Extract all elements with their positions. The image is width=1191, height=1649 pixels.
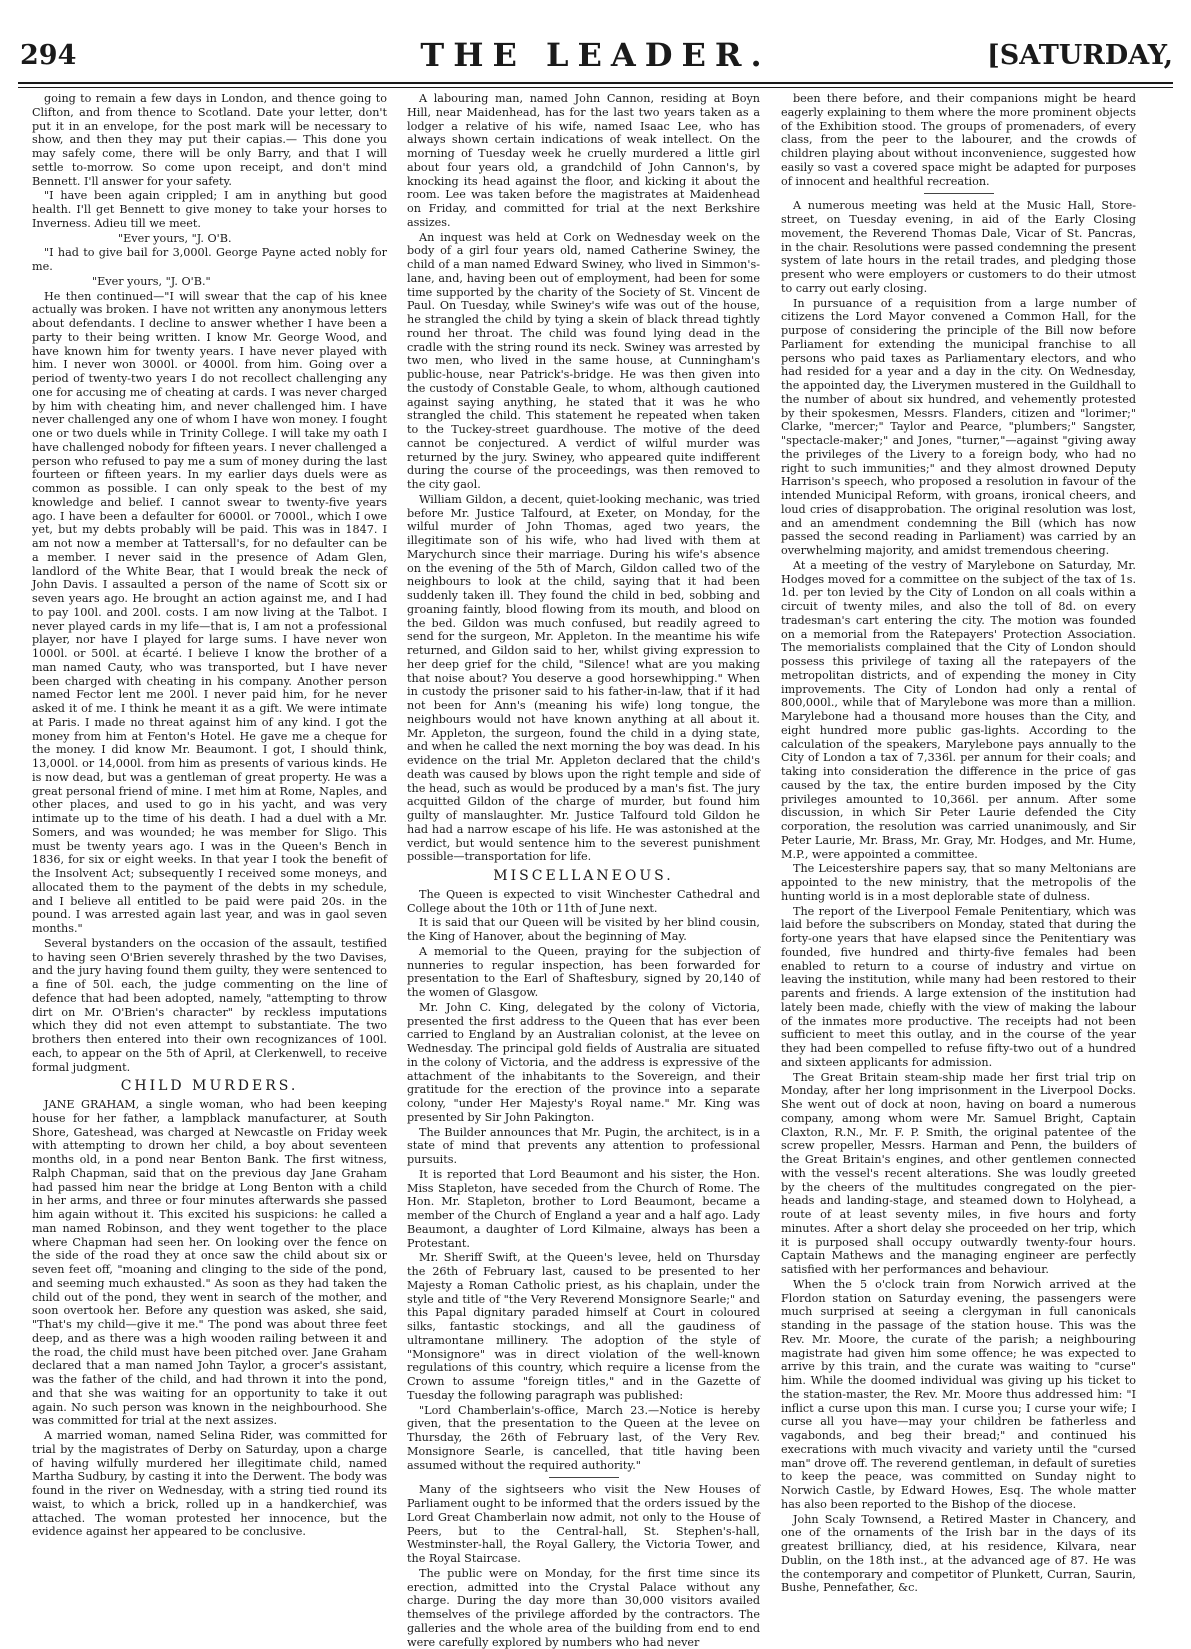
paragraph: When the 5 o'clock train from Norwich arrived at the Flordon station on Saturday evening, the passengers were much surprised at seeing a clergyman in full canonicals standing in the passage of the station house. This was the Rev. Mr. Moore, the curate of the parish; a neighbouring magistrate had given him some offence; he was expected to arrive by this train, and the curate was waiting to "curse" him. While the doomed individual was giving up his ticket to the station-master, the Rev. Mr. Moore thus addressed him: "I inflict a curse upon this man. I curse you; I curse your wife; I curse all you have—may your children be fatherless and vagabonds, and beg their bread;" and continued his execrations with much vivacity and variety until the "cursed man" drove off. The reverend gentleman, in default of sureties to keep the peace, was committed on Sunday night to Norwich Castle, by Edward Howes, Esq. The whole matter has also been reported to the Bishop of the diocese. (781, 1277, 1136, 1511)
paragraph: It is reported that Lord Beaumont and his sister, the Hon. Miss Stapleton, have seceded from the Church of Rome. The Hon. Mr. Stapleton, brother to Lord Beaumont, became a member of the Church of England a year and a half ago. Lady Beaumont, a daughter of Lord Kilmaine, always has been a Protestant. (407, 1167, 760, 1250)
paragraph: The report of the Liverpool Female Penitentiary, which was laid before the subscribers on Monday, stated that during the forty-one years that have elapsed since the Penitentiary was founded, five hundred and thirty-five females had been enabled to return to a course of industry and virtue on leaving the institution, while many had been restored to their parents and friends. A large extension of the institution had lately been made, chiefly with the view of making the labour of the inmates more productive. The receipts had not been sufficient to meet this outlay, and in the course of the year they had been compelled to refuse fifty-two out of a hundred and sixteen applicants for admission. (781, 904, 1136, 1069)
page-number: 294 (20, 40, 77, 71)
paragraph: The Queen is expected to visit Winchester Cathedral and College about the 10th or 11th of June next. (407, 887, 760, 915)
paragraph: A married woman, named Selina Rider, was committed for trial by the magistrates of Derby on Saturday, upon a charge of having wilfully murdered her illegitimate child, named Martha Sudbury, by casting it into the Derwent. The body was found in the river on Wednesday, with a string tied round its waist, to which a brick, rolled up in a handkerchief, was attached. The woman protested her innocence, but the evidence against her appeared to be conclusive. (32, 1429, 387, 1539)
letter-signature: "Ever yours, "J. O'B." (92, 274, 211, 288)
column-left (32, 92, 387, 1637)
paragraph: Several bystanders on the occasion of the assault, testified to having seen O'Brien severely thrashed by the two Davises, and the jury having found them guilty, they were sentenced to a fine of 50l. each, the judge commenting on the line of defence that had been adopted, namely, "attempting to throw dirt on Mr. O'Brien's character" by reckless imputations which they did not even attempt to substantiate. The two brothers then entered into their own recognizances of 100l. each, to appear on the 5th of April, at Clerkenwell, to receive formal judgment. (32, 936, 387, 1074)
masthead (18, 36, 1173, 76)
paragraph: Many of the sightseers who visit the New Houses of Parliament ought to be informed that the orders issued by the Lord Great Chamberlain now admit, not only to the House of Peers, but to the Central-hall, St. Stephen's-hall, Westminster-hall, the Royal Gallery, the Victoria Tower, and the Royal Staircase. (407, 1483, 760, 1565)
paragraph: JANE GRAHAM, a single woman, who had been keeping house for her father, a lampblack manufacturer, at South Shore, Gateshead, was charged at Newcastle on Friday week with attempting to drown her child, a boy about seventeen months old, in a pond near Benton Bank. The first witness, Ralph Chapman, said that on the previous day Jane Graham had passed him near the bridge at Long Benton with a child in her arms, and three or four minutes afterwards she passed him again without it. This excited his suspicions: he called a man named Robinson, and they went together to the place where Chapman had seen her. On looking over the fence on the side of the road they at once saw the child about six or seven feet off, "moaning and clinging to the side of the pond, and seeming much exhausted." As soon as they had taken the child out of the pond, they went in search of the mother, and soon overtook her. Before any question was asked, she said, "That's my child—give it me." The pond was about three feet deep, and as there was a high wooden railing between it and the road, the child must have been pitched over. Jane Graham declared that a man named John Taylor, a grocer's assistant, was the father of the child, and had thrown it into the pond, and that she was waiting for an opportunity to take it out again. No such person was known in the neighbourhood. She was committed for trial at the next assizes. (32, 1098, 387, 1428)
separator-rule (924, 193, 994, 194)
paragraph: He then continued—"I will swear that the cap of his knee actually was broken. I have not written any anonymous letters about defendants. I decline to answer whether I have been a party to their being written. I know Mr. George Wood, and have known him for twenty years. I have never played with him. I never won 3000l. or 4000l. from him. Going over a period of twenty-two years I do not recollect challenging any one for accusing me of cheating at cards. I was never charged by him with cheating him, and never challenged him. I have never challenged any one of whom I have won money. I fought one or two duels while in Trinity College. I will take my oath I have challenged nobody for fifteen years. I never challenged a person who refused to pay me a sum of money during the last fourteen or fifteen years. In my earlier days duels were as common as possible. I can only speak to the best of my knowledge and belief. I cannot swear to twenty-five years ago. I have been a defaulter for 6000l. or 7000l., which I owe yet, but my debts probably will be paid. This was in 1847. I am not now a member at Tattersall's, for no defaulter can be a member. I never said in the presence of Adam Glen, landlord of the White Bear, that I would break the neck of John Davis. I assaulted a person of the name of Scott six or seven years ago. He brought an action against me, and I had to pay 100l. and 200l. costs. I am now living at the Talbot. I never played cards in my life—that is, I am not a professional player, nor have I played for large sums. I have never won 1000l. or 500l. at écarté. I believe I know the brother of a man named Cauty, who was transported, but I have never been charged with cheating in his company. Another person named Fector lent me 200l. I never paid him, for he never asked it of me. I think he meant it as a gift. We were intimate at Paris. I made no threat against him of any kind. I got the money from him at Fenton's Hotel. He gave me a cheque for the money. I did know Mr. Beaumont. I got, I should think, 13,000l. or 14,000l. from him as presents of various kinds. He is now dead, but was a gentleman of great property. He was a great personal friend of mine. I met him at Rome, Naples, and other places, and used to go in his yacht, and was very intimate up to the time of his death. I had a duel with a Mr. Somers, and was wounded; he was member for Sligo. This must be twenty years ago. I was in the Queen's Bench in 1836, for six or eight weeks. In that year I took the benefit of the Insolvent Act; subsequently I received some moneys, and allocated them to the payment of the debts in my schedule, and I believe all entitled to be paid were paid 20s. in the pound. I was arrested again last year, and was in gaol seven months." (32, 289, 387, 935)
paragraph: "Lord Chamberlain's-office, March 23.—Notice is hereby given, that the presentation to the Queen at the levee on Thursday, the 26th of February last, of the Very Rev. Monsignore Searle, is cancelled, that title having been assumed without the required authority." (407, 1403, 760, 1472)
paragraph: At a meeting of the vestry of Marylebone on Saturday, Mr. Hodges moved for a committee on the subject of the tax of 1s. 1d. per ton levied by the City of London on all coals within a circuit of twenty miles, and also the toll of 8d. on every tradesman's cart entering the city. The motion was founded on a memorial from the Ratepayers' Protection Association. The memorialists complained that the City of London should possess this privilege of taxing all the ratepayers of the metropolitan districts, and of expending the money in City improvements. The City of London had only a rental of 800,000l., while that of Marylebone was more than a million. Marylebone had a thousand more houses than the City, and eight hundred more public gas-lights. According to the calculation of the speakers, Marylebone pays annually to the City of London a tax of 7,336l. per annum for their coals; and taking into consideration the difference in the price of gas caused by the tax, the entire burden imposed by the City privileges amounted to 10,366l. per annum. After some discussion, in which Sir Peter Laurie defended the City corporation, the resolution was carried unanimously, and Sir Peter Laurie, Mr. Brass, Mr. Gray, Mr. Hodges, and Mr. Hume, M.P., were appointed a committee. (781, 558, 1136, 861)
paragraph: Mr. Sheriff Swift, at the Queen's levee, held on Thursday the 26th of February last, caused to be presented to her Majesty a Roman Catholic priest, as his chaplain, under the style and title of "the Very Reverend Monsignore Searle;" and this Papal dignitary paraded himself at Court in coloured silks, fantastic stockings, and all the gaudiness of ultramontane millinery. The adoption of the style of "Monsignore" was in direct violation of the well-known regulations of this country, which require a license from the Crown to assume "foreign titles," and in the Gazette of Tuesday the following paragraph was published: (407, 1251, 760, 1402)
paragraph: going to remain a few days in London, and thence going to Clifton, and from thence to Scotland. Date your letter, don't put it in an envelope, for the post mark will be necessary to show, and then they may put their capias.— This done you may safely come, there will be only Barry, and that I will settle to-morrow. So come upon receipt, and don't mind Bennett. I'll answer for your safety. (32, 92, 387, 188)
paragraph: The Leicestershire papers say, that so many Meltonians are appointed to the new ministry, that the metropolis of the hunting world is in a most deplorable state of dulness. (781, 862, 1136, 903)
paragraph: A labouring man, named John Cannon, residing at Boyn Hill, near Maidenhead, has for the last two years taken as a lodger a relative of his wife, named Isaac Lee, who has always shown certain indications of weak intellect. On the morning of Tuesday week he cruelly murdered a little girl about four years old, a grandchild of John Cannon's, by knocking its head against the floor, and kicking it about the room. Lee was taken before the magistrates at Maidenhead on Friday, and committed for trial at the next Berkshire assizes. (407, 92, 760, 229)
newspaper-title: THE LEADER. (420, 36, 771, 74)
paragraph: "I had to give bail for 3,000l. George Payne acted nobly for me. (32, 246, 387, 273)
section-heading-miscellaneous: MISCELLANEOUS. (493, 868, 674, 884)
paragraph: John Scaly Townsend, a Retired Master in Chancery, and one of the ornaments of the Irish bar in the days of its greatest brilliancy, died, at his residence, Kilvara, near Dublin, on the 18th inst., at the advanced age of 87. He was the contemporary and competitor of Plunkett, Curran, Saurin, Bushe, Pennefather, &c. (781, 1512, 1136, 1595)
letter-signature: "Ever yours, "J. O'B. (118, 231, 232, 245)
paragraph: Mr. John C. King, delegated by the colony of Victoria, presented the first address to the Queen that has ever been carried to England by an Australian colonist, at the levee on Wednesday. The principal gold fields of Australia are situated in the colony of Victoria, and the address is expressive of the attachment of the inhabitants to the Sovereign, and their gratitude for the erection of the province into a separate colony, "under Her Majesty's Royal name." Mr. King was presented by Sir John Pakington. (407, 1000, 760, 1124)
paragraph: The public were on Monday, for the first time since its erection, admitted into the Crystal Palace without any charge. During the day more than 30,000 visitors availed themselves of the privilege afforded by the contractors. The galleries and the whole area of the building from end to end were carefully explored by numbers who had never (407, 1566, 760, 1649)
paragraph: The Builder announces that Mr. Pugin, the architect, is in a state of mind that prevents any attention to professional pursuits. (407, 1125, 760, 1166)
column-right (781, 92, 1136, 1637)
column-middle (407, 92, 760, 1649)
paragraph: A memorial to the Queen, praying for the subjection of nunneries to regular inspection, has been forwarded for presentation to the Earl of Shaftesbury, signed by 20,140 of the women of Glasgow. (407, 944, 760, 999)
paragraph: An inquest was held at Cork on Wednesday week on the body of a girl four years old, named Catherine Swiney, the child of a man named Edward Swiney, who lived in Simmon's-lane, and, having been out of employment, had been for some time supported by the charity of the Society of St. Vincent de Paul. On Tuesday, while Swiney's wife was out of the house, he strangled the child by tying a skein of black thread tightly round her throat. The child was found lying dead in the cradle with the string round its neck. Swiney was arrested by two men, who lived in the same house, at Cunningham's public-house, near Patrick's-bridge. He was then given into the custody of Constable Geale, to whom, although cautioned against saying anything, he stated that it was he who strangled the child. This statement he repeated when taken to the Tuckey-street guardhouse. The motive of the deed cannot be conjectured. A verdict of wilful murder was returned by the jury. Swiney, who appeared quite indifferent during the course of the proceedings, was then removed to the city gaol. (407, 230, 760, 491)
paragraph: "I have been again crippled; I am in anything but good health. I'll get Bennett to give money to take your horses to Inverness. Adieu till we meet. (32, 189, 387, 230)
paragraph: A numerous meeting was held at the Music Hall, Store-street, on Tuesday evening, in aid of the Early Closing movement, the Reverend Thomas Dale, Vicar of St. Pancras, in the chair. Resolutions were passed condemning the present system of late hours in the retail trades, and pledging those present who were employers or customers to do their utmost to carry out early closing. (781, 199, 1136, 295)
paragraph: William Gildon, a decent, quiet-looking mechanic, was tried before Mr. Justice Talfourd, at Exeter, on Monday, for the wilful murder of John Thomas, aged two years, the illegitimate son of his wife, who had lived with them at Marychurch since their marriage. During his wife's absence on the evening of the 5th of March, Gildon called two of the neighbours to look at the child, saying that it had been suddenly taken ill. They found the child in bed, sobbing and groaning faintly, blood flowing from its mouth, and blood on the bed. Gildon was much confused, but readily agreed to send for the surgeon, Mr. Appleton. In the meantime his wife returned, and Gildon said to her, whilst giving expression to her deep grief for the child, "Silence! what are you making that noise about? You deserve a good horsewhipping." When in custody the prisoner said to his father-in-law, that if it had not been for Ann's (meaning his wife) long tongue, the neighbours would not have known anything at all about it. Mr. Appleton, the surgeon, found the child in a dying state, and when he called the next morning the boy was dead. In his evidence on the trial Mr. Appleton declared that the child's death was caused by blows upon the right temple and side of the head, such as would be produced by a man's fist. The jury acquitted Gildon of the charge of murder, but found him guilty of manslaughter. Mr. Justice Talfourd told Gildon he had had a narrow escape of his life. He was astonished at the verdict, but would sentence him to the severest punishment possible—transportation for life. (407, 492, 760, 864)
paragraph: It is said that our Queen will be visited by her blind cousin, the King of Hanover, about the beginning of May. (407, 916, 760, 943)
issue-day: [SATURDAY, (986, 40, 1173, 71)
separator-rule (549, 1477, 619, 1478)
paragraph: In pursuance of a requisition from a large number of citizens the Lord Mayor convened a Common Hall, for the purpose of considering the principle of the Bill now before Parliament for extending the municipal franchise to all persons who paid taxes as Parliamentary electors, and who had resided for a year and a day in the city. On Wednesday, the appointed day, the Liverymen mustered in the Guildhall to the number of about six hundred, and vehemently protested by their spokesmen, Messrs. Flanders, citizen and "lorimer;" Clarke, "mercer;" Taylor and Pearce, "plumbers;" Sangster, "spectacle-maker;" and Jones, "turner,"—against "giving away the privileges of the Livery to a foreign body, who had no right to such immunities;" and they almost drowned Deputy Harrison's speech, who proposed a resolution in favour of the intended Municipal Reform, with groans, ironical cheers, and loud cries of disapprobation. The original resolution was lost, and an amendment condemning the Bill (which has now passed the second reading in Parliament) was carried by an overwhelming majority, and amidst tremendous cheering. (781, 296, 1136, 557)
paragraph: The Great Britain steam-ship made her first trial trip on Monday, after her long imprisonment in the Liverpool Docks. She went out of dock at noon, having on board a numerous company, among whom were Mr. Samuel Bright, Captain Claxton, R.N., Mr. F. P. Smith, the original patentee of the screw propeller, Messrs. Harman and Penn, the builders of the Great Britain's engines, and other gentlemen connected with the vessel's recent alterations. She was loudly greeted by the cheers of the multitudes congregated on the pier-heads and landing-stage, and steamed down to Holyhead, a route of at least seventy miles, in five hours and forty minutes. After a short delay she proceeded on her trip, which it is purposed shall occupy outwardly twenty-four hours. Captain Mathews and the managing engineer are perfectly satisfied with her performances and behaviour. (781, 1070, 1136, 1276)
section-heading-child-murders: CHILD MURDERS. (120, 1078, 299, 1095)
paragraph: been there before, and their companions might be heard eagerly explaining to them where the more prominent objects of the Exhibition stood. The groups of promenaders, of every class, from the peer to the labourer, and the crowds of children playing about without inconvenience, suggested how easily so vast a covered space might be adapted for purposes of innocent and healthful recreation. (781, 92, 1136, 188)
header-rule (18, 82, 1173, 88)
